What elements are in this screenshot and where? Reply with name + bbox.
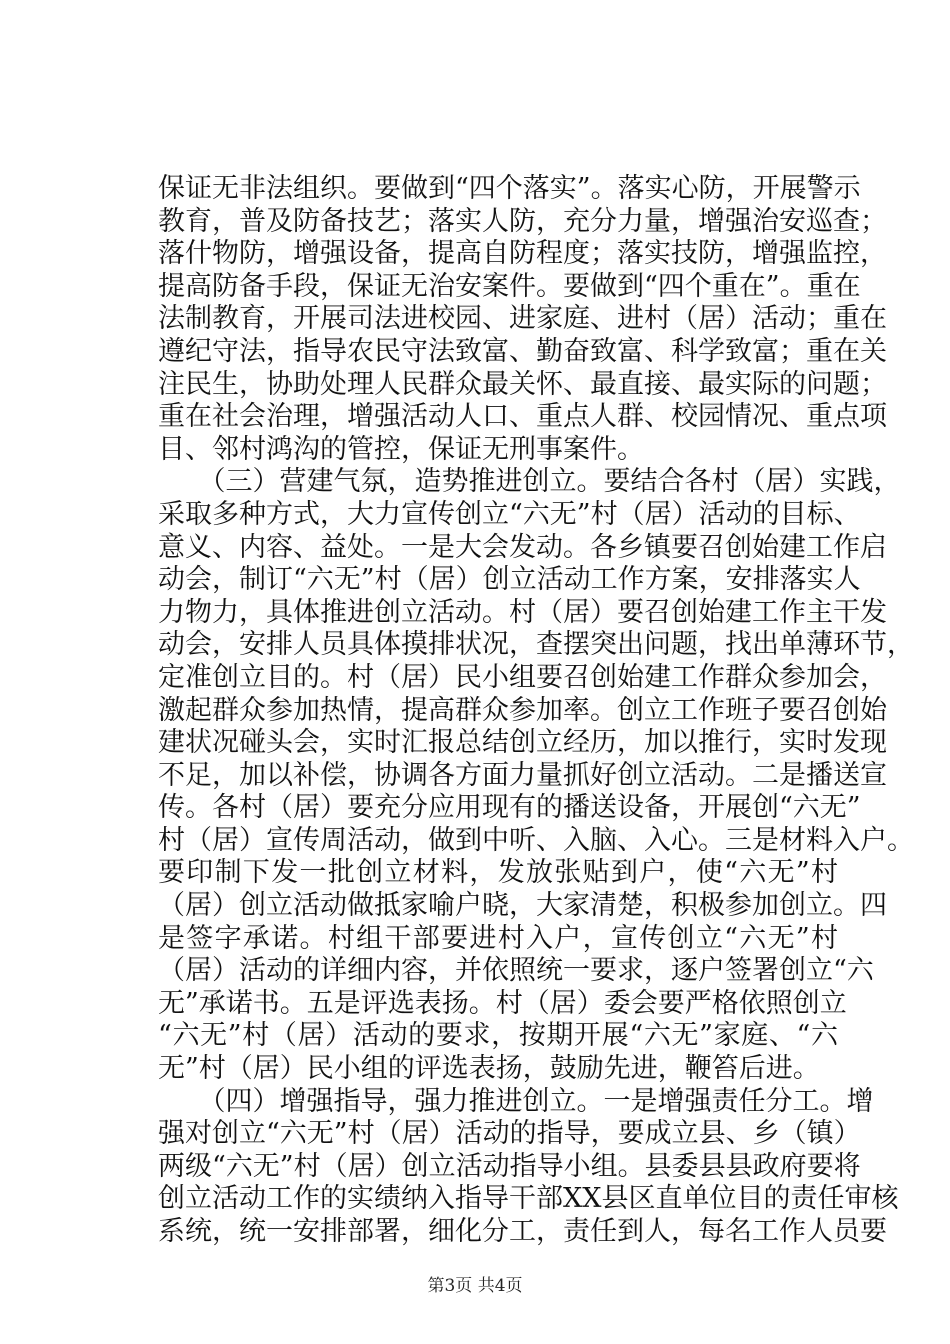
text-line: 传。各村（居）要充分应用现有的播送设备，开展创“六无” bbox=[158, 792, 861, 824]
text-line: 法制教育，开展司法进校园、进家庭、进村（居）活动；重在 bbox=[158, 303, 887, 335]
text-line: 保证无非法组织。要做到“四个落实”。落实心防，开展警示 bbox=[158, 173, 861, 204]
text-line: （三）营建气氛，造势推进创立。要结合各村（居）实践， bbox=[158, 466, 901, 498]
text-line: 创立活动工作的实绩纳入指导干部XX县区直单位目的责任审核 bbox=[158, 1183, 899, 1215]
text-line: 目、邻村鸿沟的管控，保证无刑事案件。 bbox=[158, 433, 644, 465]
text-line: （居）创立活动做抵家喻户晓，大家清楚，积极参加创立。四 bbox=[158, 890, 887, 922]
text-line: （四）增强指导，强力推进创立。一是增强责任分工。增 bbox=[158, 1085, 874, 1117]
document-body bbox=[158, 173, 914, 1249]
text-line: 动会，制订“六无”村（居）创立活动工作方案，安排落实人 bbox=[158, 564, 861, 596]
text-line: 无”村（居）民小组的评选表扬，鼓励先进，鞭笞后进。 bbox=[158, 1053, 820, 1085]
text-line: 要印制下发一批创立材料，发放张贴到户，使“六无”村 bbox=[158, 857, 838, 889]
text-line: 定准创立目的。村（居）民小组要召创始建工作群众参加会， bbox=[158, 661, 887, 693]
text-line: 不足，加以补偿，协调各方面力量抓好创立活动。二是播送宣 bbox=[158, 759, 887, 791]
text-line: （居）活动的详细内容，并依照统一要求，逐户签署创立“六 bbox=[158, 955, 874, 987]
text-line: 注民生，协助处理人民群众最关怀、最直接、最实际的问题； bbox=[158, 368, 887, 400]
text-line: 村（居）宣传周活动，做到中听、入脑、入心。三是材料入户。 bbox=[158, 824, 914, 856]
text-line: 重在社会治理，增强活动人口、重点人群、校园情况、重点项 bbox=[158, 401, 887, 433]
text-line: 采取多种方式，大力宣传创立“六无”村（居）活动的目标、 bbox=[158, 498, 861, 530]
page-footer: 第3页 共4页 bbox=[427, 1276, 523, 1296]
text-line: 动会，安排人员具体摸排状况，查摆突出问题，找出单薄环节， bbox=[158, 629, 914, 661]
text-line: 无”承诺书。五是评选表扬。村（居）委会要严格依照创立 bbox=[158, 987, 847, 1019]
text-line: 提高防备手段，保证无治安案件。要做到“四个重在”。重在 bbox=[158, 270, 861, 302]
text-line: 系统，统一安排部署，细化分工，责任到人，每名工作人员要 bbox=[158, 1216, 887, 1247]
text-line: “六无”村（居）活动的要求，按期开展“六无”家庭、“六 bbox=[158, 1020, 838, 1052]
text-line: 落什物防，增强设备，提高自防程度；落实技防，增强监控， bbox=[158, 238, 887, 270]
text-line: 激起群众参加热情，提高群众参加率。创立工作班子要召创始 bbox=[158, 694, 887, 726]
text-line: 强对创立“六无”村（居）活动的指导，要成立县、乡（镇） bbox=[158, 1118, 861, 1150]
text-line: 力物力，具体推进创立活动。村（居）要召创始建工作主干发 bbox=[158, 596, 887, 628]
text-line: 两级“六无”村（居）创立活动指导小组。县委县县政府要将 bbox=[158, 1150, 861, 1182]
text-line: 建状况碰头会，实时汇报总结创立经历，加以推行，实时发现 bbox=[158, 727, 887, 759]
text-line: 意义、内容、益处。一是大会发动。各乡镇要召创始建工作启 bbox=[158, 531, 887, 563]
text-line: 遵纪守法，指导农民守法致富、勤奋致富、科学致富；重在关 bbox=[158, 335, 887, 367]
text-line: 是签字承诺。村组干部要进村入户，宣传创立“六无”村 bbox=[158, 922, 838, 954]
text-line: 教育，普及防备技艺；落实人防，充分力量，增强治安巡查； bbox=[158, 205, 887, 237]
